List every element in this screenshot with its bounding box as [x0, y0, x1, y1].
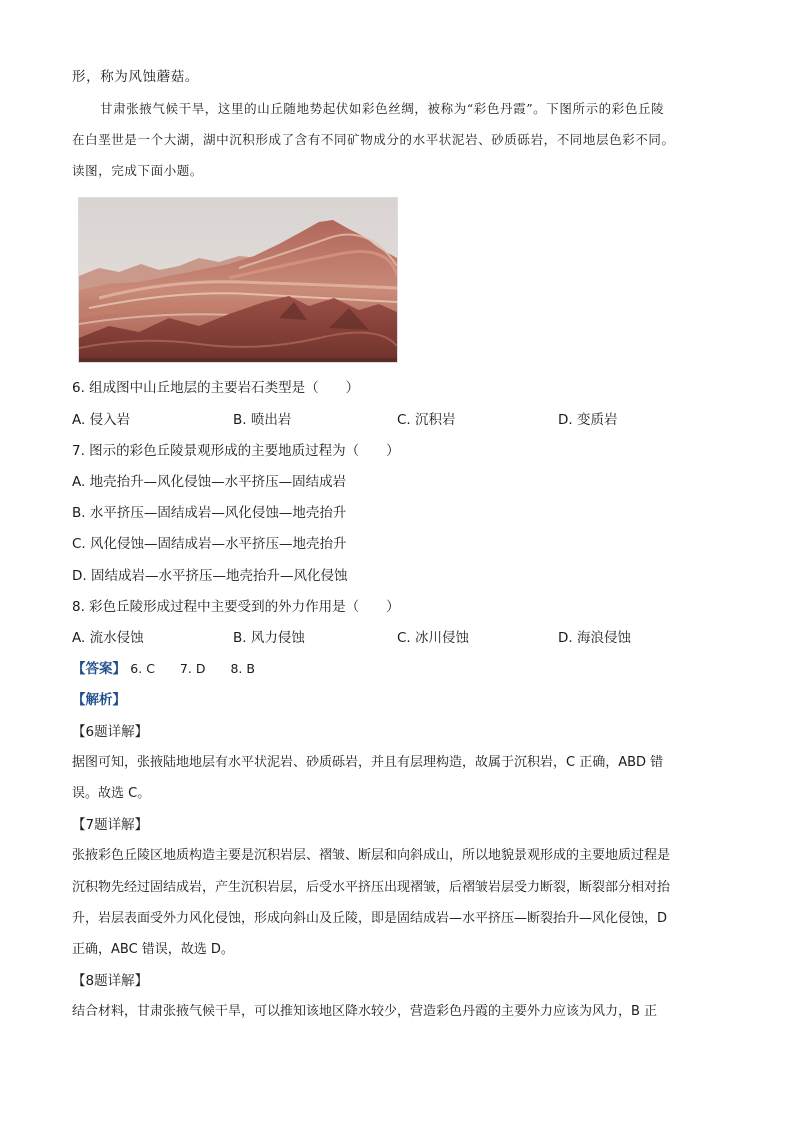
question-8-option-d: D. 海浪侵蚀 [558, 630, 631, 646]
q7-analysis-line-1: 沉积物先经过固结成岩，产生沉积岩层，后受水平挤压出现褶皱，后褶皱岩层受力断裂，断裂部分相对抬 [72, 880, 671, 895]
question-7-option-b: B. 水平挤压—固结成岩—风化侵蚀—地壳抬升 [72, 505, 347, 521]
q8-analysis-line-0: 结合材料，甘肃张掖气候干旱，可以推知该地区降水较少，营造彩色丹霞的主要外力应该为风力，B 正 [72, 1004, 658, 1019]
question-6-option-c: C. 沉积岩 [397, 412, 456, 428]
question-7-stem: 7. 图示的彩色丘陵景观形成的主要地质过程为（ ） [72, 443, 400, 459]
q7-analysis-line-2: 升，岩层表面受外力风化侵蚀，形成向斜山及丘陵，即是固结成岩—水平挤压—断裂抬升—风化侵蚀，D [72, 911, 668, 926]
q6-analysis-line-0: 据图可知，张掖陆地地层有水平状泥岩、砂质砾岩，并且有层理构造，故属于沉积岩，C 正确，ABD 错 [72, 755, 664, 770]
q8-analysis-title: 【8题详解】 [72, 973, 149, 989]
answer-row [72, 659, 255, 679]
question-8-stem: 8. 彩色丘陵形成过程中主要受到的外力作用是（ ） [72, 599, 400, 615]
question-8-option-a: A. 流水侵蚀 [72, 630, 144, 646]
question-6-stem: 6. 组成图中山丘地层的主要岩石类型是（ ） [72, 380, 360, 396]
intro-line-1: 甘肃张掖气候干旱，这里的山丘随地势起伏如彩色丝绸，被称为“彩色丹霞”。下图所示的彩色丘陵 [100, 101, 665, 116]
question-7-option-c: C. 风化侵蚀—固结成岩—水平挤压—地壳抬升 [72, 536, 347, 552]
q7-analysis-line-3: 正确，ABC 错误，故选 D。 [72, 942, 234, 957]
question-8-option-b: B. 风力侵蚀 [233, 630, 305, 646]
answer-label: 【答案】 [72, 661, 126, 677]
question-8-option-c: C. 冰川侵蚀 [397, 630, 470, 646]
question-7-option-a: A. 地壳抬升—风化侵蚀—水平挤压—固结成岩 [72, 474, 347, 490]
intro-line-0: 形，称为风蚀蘑菇。 [72, 69, 199, 85]
question-7-option-d: D. 固结成岩—水平挤压—地壳抬升—风化侵蚀 [72, 568, 348, 584]
intro-line-3: 读图，完成下面小题。 [72, 163, 204, 178]
danxia-landform-photo [78, 197, 398, 363]
question-6-option-b: B. 喷出岩 [233, 412, 292, 428]
q7-analysis-line-0: 张掖彩色丘陵区地质构造主要是沉积岩层、褶皱、断层和向斜成山，所以地貌景观形成的主要地质过程是 [72, 848, 671, 863]
q6-analysis-line-1: 误。故选 C。 [72, 786, 151, 801]
answer-values: 6. C 7. D 8. B [130, 661, 255, 676]
question-6-option-d: D. 变质岩 [558, 412, 618, 428]
q7-analysis-title: 【7题详解】 [72, 817, 149, 833]
question-6-option-a: A. 侵入岩 [72, 412, 131, 428]
intro-line-2: 在白垩世是一个大湖，湖中沉积形成了含有不同矿物成分的水平状泥岩、砂质砾岩，不同地层色彩不同。 [72, 132, 675, 147]
q6-analysis-title: 【6题详解】 [72, 724, 149, 740]
analysis-label: 【解析】 [72, 692, 126, 708]
